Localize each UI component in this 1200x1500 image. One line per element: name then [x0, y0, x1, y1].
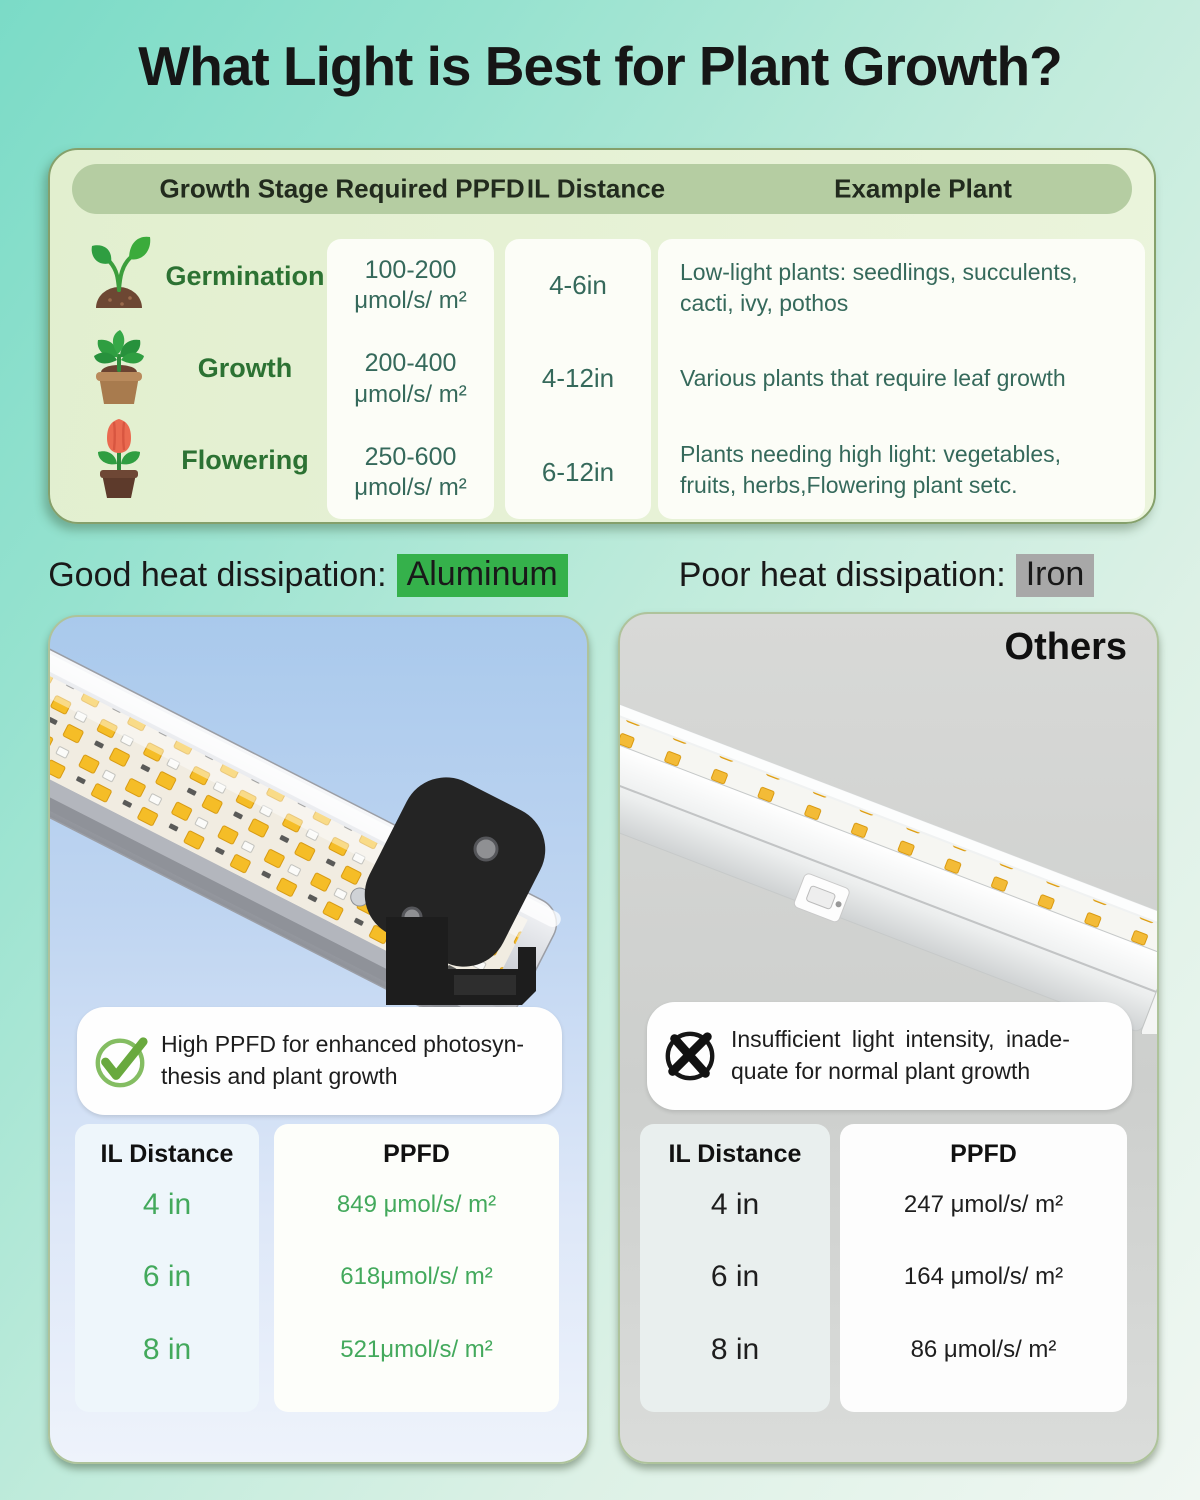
- ppfd-value: 849 μmol/s/ m²: [336, 1191, 497, 1219]
- table-row: [84, 322, 336, 414]
- aluminum-ppfd-column: [274, 1124, 559, 1412]
- ppfd-cell: [354, 255, 467, 316]
- header-growth-stage: Growth Stage: [159, 173, 329, 204]
- check-icon: [91, 1032, 149, 1090]
- il-distance-column: [505, 239, 651, 519]
- iron-light-image: [620, 614, 1157, 1034]
- ppfd-unit: μmol/s/ m²: [354, 380, 467, 408]
- il-distance-cell: 4-12in: [541, 363, 615, 394]
- aluminum-il-distance-column: [75, 1124, 259, 1412]
- distance-value: 6 in: [142, 1260, 192, 1294]
- germination-icon: [84, 234, 154, 318]
- il-distance-cell: 6-12in: [541, 456, 615, 487]
- ppfd-range: 250-600: [364, 442, 457, 471]
- iron-il-distance-column: [640, 1124, 830, 1412]
- header-required-ppfd: Required PPFD: [335, 173, 525, 204]
- example-plant-cell: Various plants that require leaf growth: [680, 365, 1066, 392]
- table-header-row: [72, 164, 1132, 214]
- ppfd-value: 86 μmol/s/ m²: [910, 1335, 1057, 1363]
- column-header: IL Distance: [668, 1140, 802, 1168]
- ppfd-value: 521μmol/s/ m²: [340, 1335, 493, 1363]
- feature-line: Insufficient light intensity, inade-: [731, 1026, 1070, 1053]
- x-icon: [661, 1027, 719, 1085]
- column-header: IL Distance: [100, 1140, 234, 1168]
- poor-heat-label: Poor heat dissipation:: [678, 555, 1006, 594]
- example-plant-cell: Plants needing high light: vegetables, fruits, herbs,Flowering plant setc.: [680, 440, 1062, 498]
- iron-card: [618, 612, 1159, 1464]
- header-example-plant: Example Plant: [834, 173, 1012, 204]
- iron-feature-badge: [647, 1002, 1132, 1110]
- ppfd-value: 247 μmol/s/ m²: [903, 1191, 1064, 1219]
- others-label: Others: [1004, 626, 1127, 668]
- ppfd-value: 164 μmol/s/ m²: [903, 1263, 1064, 1291]
- example-plant-cell: Low-light plants: seedlings, succulents, cacti, ivy, pothos: [680, 259, 1078, 317]
- feature-line: High PPFD for enhanced photosyn-: [161, 1031, 525, 1058]
- aluminum-card: [48, 615, 589, 1464]
- distance-value: 8 in: [142, 1332, 192, 1366]
- ppfd-cell: [354, 348, 467, 409]
- growth-stage-table: [48, 148, 1156, 524]
- distance-value: 8 in: [710, 1332, 760, 1366]
- il-distance-cell: 4-6in: [549, 270, 607, 301]
- ppfd-cell: [354, 442, 467, 503]
- required-ppfd-column: [327, 239, 494, 519]
- feature-line: quate for normal plant growth: [731, 1058, 1031, 1084]
- ppfd-unit: μmol/s/ m²: [354, 473, 467, 501]
- distance-value: 4 in: [710, 1188, 760, 1222]
- ppfd-range: 200-400: [364, 349, 457, 378]
- aluminum-feature-badge: [77, 1007, 562, 1115]
- iron-highlight: Iron: [1016, 554, 1095, 597]
- column-header: PPFD: [950, 1140, 1017, 1168]
- ppfd-range: 100-200: [364, 256, 457, 285]
- aluminum-feature-text: [161, 1029, 524, 1092]
- stage-label: Germination: [165, 260, 325, 291]
- aluminum-light-image: [50, 617, 587, 1037]
- poor-heat-heading: [618, 550, 1155, 600]
- table-row: [84, 414, 336, 506]
- stage-label: Flowering: [181, 444, 309, 475]
- iron-feature-text: [731, 1024, 1070, 1087]
- stage-label: Growth: [197, 352, 293, 383]
- iron-ppfd-column: [840, 1124, 1127, 1412]
- growth-icon: [84, 326, 154, 410]
- feature-line: thesis and plant growth: [161, 1063, 398, 1089]
- flowering-icon: [84, 418, 154, 502]
- good-heat-heading: [28, 550, 588, 600]
- ppfd-unit: μmol/s/ m²: [354, 287, 467, 315]
- example-plant-column: [658, 239, 1145, 519]
- table-row: [84, 230, 336, 322]
- column-header: PPFD: [383, 1140, 450, 1168]
- distance-value: 6 in: [710, 1260, 760, 1294]
- good-heat-label: Good heat dissipation:: [48, 555, 387, 594]
- ppfd-value: 618μmol/s/ m²: [340, 1263, 493, 1291]
- distance-value: 4 in: [142, 1188, 192, 1222]
- header-il-distance: IL Distance: [526, 173, 666, 204]
- aluminum-highlight: Aluminum: [397, 554, 568, 597]
- page-title: What Light is Best for Plant Growth?: [138, 35, 1062, 97]
